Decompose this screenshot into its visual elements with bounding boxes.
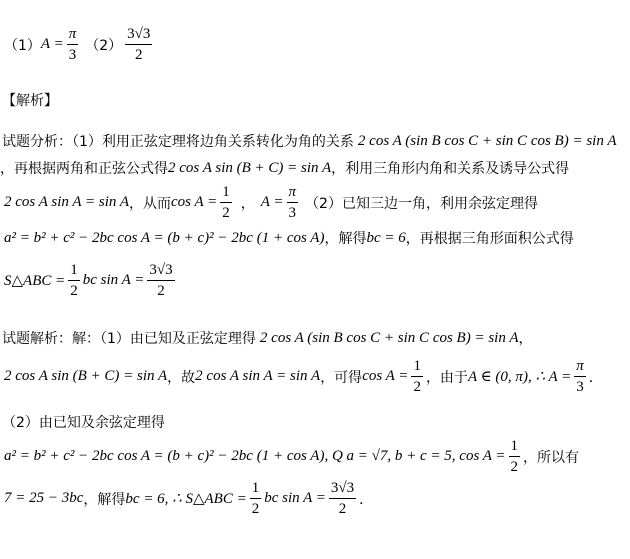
solution-eq-4-fraction: [411, 358, 423, 395]
solution-tail-1: ，: [518, 331, 533, 347]
analysis-eq-1: 2 cos A (sin B cos C + sin C cos B) = sin A: [357, 132, 617, 149]
solution-eq-8: bc = 6, ∴ S△ABC =: [125, 491, 247, 507]
analysis-eq-6: a² = b² + c² − 2bc cos A = (b + c)² − 2bc (1 + cos A): [4, 229, 325, 246]
solution-line-1: [2, 328, 533, 348]
fraction-numerator: 1: [220, 184, 232, 203]
analysis-eq-8-mid: bc sin A =: [82, 272, 145, 288]
fraction-numerator: 1: [68, 262, 80, 281]
fraction-numerator: 3√3: [329, 480, 356, 499]
fraction-numerator: 1: [509, 438, 521, 457]
answer-part1-fraction: [67, 26, 79, 63]
solution-eq-6: a² = b² + c² − 2bc cos A = (b + c)² − 2bc (1 + cos A), Q a = √7, b + c = 5, cos A =: [4, 448, 506, 464]
fraction-denominator: 2: [510, 459, 519, 475]
solution-lead: 试题解析：解：（1）由已知及正弦定理得: [2, 331, 256, 347]
analysis-eq-8-fraction-2: [147, 262, 174, 299]
analysis-line-3: 2 cos A sin A = sin A ，从而 cos A = $\frac{1}{2}$ ， A = $\frac{\pi}{3}$ （2）已知三边一角，利用余弦定理得: [4, 184, 538, 221]
solution-eq-7: 7 = 25 − 3bc: [4, 490, 84, 506]
fraction-denominator: 2: [338, 501, 347, 517]
analysis-text-5: ，解得: [324, 231, 367, 247]
fraction-numerator: 3√3: [125, 26, 152, 45]
analysis-text-3: ，从而: [129, 195, 172, 212]
fraction-denominator: 2: [157, 283, 165, 299]
solution-eq-8-fraction-1: [250, 480, 262, 517]
fraction-denominator: 2: [251, 501, 260, 517]
fraction-numerator: 1: [250, 480, 262, 499]
solution-eq-8-fraction-2: [329, 480, 356, 517]
solution-text-7: ，解得: [83, 491, 126, 508]
analysis-eq-5-fraction: [287, 184, 299, 221]
fraction-denominator: 2: [134, 47, 143, 63]
answer-part1-math: A =: [40, 36, 64, 52]
analysis-line-2: [0, 158, 569, 178]
fraction-numerator: π: [67, 26, 79, 45]
fraction-denominator: 3: [576, 379, 584, 395]
fraction-numerator: 3√3: [147, 262, 174, 281]
fraction-denominator: 2: [413, 379, 421, 395]
solution-eq-5: A ∈ (0, π), ∴ A =: [467, 369, 572, 385]
analysis-eq-4-lhs: cos A =: [171, 194, 218, 210]
solution-line-2: [4, 358, 603, 395]
answer-part1-label: （1）: [4, 37, 41, 54]
analysis-line-1: [2, 131, 617, 151]
analysis-eq-4-fraction: [220, 184, 232, 221]
fraction-denominator: 3: [68, 47, 77, 63]
solution-line-5: [4, 480, 373, 517]
fraction-numerator: π: [574, 358, 586, 377]
analysis-eq-8-fraction-1: [68, 262, 80, 299]
analysis-eq-2: 2 cos A sin (B + C) = sin A: [168, 159, 332, 176]
solution-eq-6-fraction: [509, 438, 521, 475]
analysis-text-6: ，再根据三角形面积公式得: [405, 231, 574, 247]
answer-part2-fraction: [125, 26, 152, 63]
solution-end-1: ．: [588, 369, 603, 386]
section-heading: 【解析】: [2, 93, 58, 109]
solution-text-2: ，故: [167, 369, 196, 386]
analysis-eq-5-lhs: A =: [260, 194, 284, 210]
solution-line-4: [4, 438, 579, 475]
solution-end-2: ．: [359, 491, 374, 508]
analysis-eq-3: 2 cos A sin A = sin A: [4, 194, 130, 210]
answer-part2-label: （2）: [85, 37, 123, 54]
solution-eq-5-fraction: [574, 358, 586, 395]
fraction-numerator: 1: [411, 358, 423, 377]
solution-text-4: ，由于: [425, 369, 468, 386]
fraction-denominator: 3: [288, 205, 297, 221]
analysis-text-4: （2）已知三边一角，利用余弦定理得: [305, 195, 538, 212]
solution-eq-1: 2 cos A (sin B cos C + sin C cos B) = sin A: [259, 329, 519, 346]
solution-text-3: ，可得: [320, 369, 363, 386]
solution-eq-2: 2 cos A sin (B + C) = sin A: [4, 368, 168, 384]
answer-line: [4, 26, 155, 63]
solution-part2-heading: （2）由已知及余弦定理得: [2, 415, 165, 431]
fraction-denominator: 2: [222, 205, 230, 221]
fraction-numerator: π: [287, 184, 299, 203]
analysis-line-4: [4, 228, 574, 248]
solution-eq-4-lhs: cos A =: [362, 368, 409, 384]
fraction-denominator: 2: [70, 283, 78, 299]
analysis-text-2b: ，利用三角形内角和关系及诱导公式得: [331, 161, 570, 177]
analysis-eq-7: bc = 6: [366, 229, 406, 246]
solution-eq-3: 2 cos A sin A = sin A: [195, 368, 321, 384]
analysis-line-5: [4, 262, 178, 299]
analysis-text-2a: ，再根据两角和正弦公式得: [0, 161, 168, 177]
analysis-lead: 试题分析：（1）利用正弦定理将边角关系转化为角的关系: [2, 134, 354, 150]
analysis-eq-8-lhs: S△ABC =: [4, 273, 66, 289]
solution-text-6: ，所以有: [523, 449, 580, 466]
solution-eq-8-mid: bc sin A =: [264, 490, 326, 506]
